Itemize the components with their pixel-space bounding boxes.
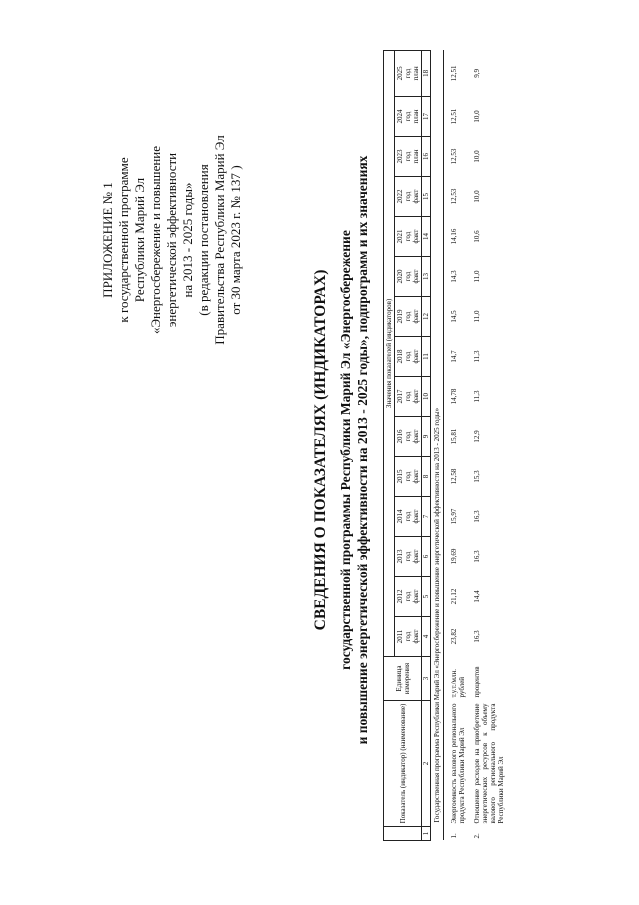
header-year-2025 bbox=[395, 50, 422, 96]
row-value: 21,12 bbox=[450, 588, 458, 605]
header-year-part: год bbox=[404, 191, 412, 202]
appendix-line: Правительства Республики Марий Эл bbox=[212, 135, 227, 345]
header-year-part: год bbox=[404, 271, 412, 282]
row-unit: т.у.т./млн. рублей bbox=[450, 669, 466, 698]
appendix-line: к государственной программе bbox=[116, 157, 131, 323]
appendix-line: энергетической эффективности bbox=[164, 152, 179, 328]
header-year-part: 2013 bbox=[396, 549, 404, 564]
row-value: 10,0 bbox=[473, 150, 481, 163]
row-value: 16,3 bbox=[473, 550, 481, 563]
header-year-part: год bbox=[404, 151, 412, 162]
row-value: 16,3 bbox=[473, 510, 481, 523]
column-number: 6 bbox=[422, 537, 431, 577]
row-value: 12,53 bbox=[450, 148, 458, 165]
row-value: 10,0 bbox=[473, 110, 481, 123]
header-year-part: факт bbox=[412, 389, 420, 404]
header-year-part: 2014 bbox=[396, 509, 404, 524]
column-number: 16 bbox=[422, 137, 431, 177]
section-spacer bbox=[431, 827, 444, 841]
column-number: 4 bbox=[422, 617, 431, 657]
header-year-part: факт bbox=[412, 469, 420, 484]
header-year-2020 bbox=[395, 257, 422, 297]
header-indicator: Показатель (индикатор) (наименование) bbox=[384, 701, 422, 827]
header-year-part: факт bbox=[412, 189, 420, 204]
header-year-2024 bbox=[395, 97, 422, 137]
header-year-part: год bbox=[404, 471, 412, 482]
section-row bbox=[431, 50, 444, 840]
header-year-2019 bbox=[395, 297, 422, 337]
column-number: 17 bbox=[422, 97, 431, 137]
header-year-part: факт bbox=[412, 549, 420, 564]
header-year-part: план bbox=[412, 66, 420, 81]
date-year: 2023 г. № bbox=[228, 196, 243, 249]
header-year-2018 bbox=[395, 337, 422, 377]
header-year-part: год bbox=[404, 431, 412, 442]
header-year-part: год bbox=[404, 231, 412, 242]
column-number: 11 bbox=[422, 337, 431, 377]
appendix-line: (в редакции постановления bbox=[196, 164, 211, 316]
header-year-part: факт bbox=[412, 629, 420, 644]
date-close: ) bbox=[228, 165, 243, 170]
row-value: 11,0 bbox=[473, 310, 481, 323]
header-year-part: факт bbox=[412, 229, 420, 244]
row-value: 12,51 bbox=[450, 65, 458, 82]
row-value: 11,0 bbox=[473, 270, 481, 283]
column-number: 3 bbox=[422, 657, 431, 701]
header-year-2021 bbox=[395, 217, 422, 257]
appendix-date-line bbox=[228, 95, 244, 385]
table-row bbox=[444, 50, 468, 840]
row-unit: процентов bbox=[473, 666, 481, 698]
header-year-part: факт bbox=[412, 269, 420, 284]
row-value: 15,3 bbox=[473, 470, 481, 483]
header-year-part: 2019 bbox=[396, 309, 404, 324]
appendix-line: ПРИЛОЖЕНИЕ № 1 bbox=[100, 182, 115, 298]
row-value: 19,69 bbox=[450, 548, 458, 565]
header-year-part: 2023 bbox=[396, 149, 404, 164]
row-value: 10,6 bbox=[473, 230, 481, 243]
column-number: 14 bbox=[422, 217, 431, 257]
row-value: 16,3 bbox=[473, 630, 481, 643]
appendix-line: «Энергосбережение и повышение bbox=[148, 145, 163, 335]
header-year-part: 2017 bbox=[396, 389, 404, 404]
subtitle-line: и повышение энергетической эффективности на 2013 - 2025 годы», подпрограмм и их значениях bbox=[355, 155, 370, 745]
row-value: 9,9 bbox=[473, 69, 481, 78]
column-number: 8 bbox=[422, 457, 431, 497]
header-year-2016 bbox=[395, 417, 422, 457]
header-year-part: факт bbox=[412, 309, 420, 324]
row-value: 14,5 bbox=[450, 310, 458, 323]
column-number: 13 bbox=[422, 257, 431, 297]
column-number: 1 bbox=[422, 827, 431, 841]
row-value: 12,58 bbox=[450, 468, 458, 485]
section-title: Государственная программа Республики Марий Эл «Энергосбережение и повышение энергетической эффективности на 2013 - 2025 годы» bbox=[431, 50, 444, 826]
row-value: 14,78 bbox=[450, 388, 458, 405]
header-year-2017 bbox=[395, 377, 422, 417]
header-year-part: 2020 bbox=[396, 269, 404, 284]
row-value: 12,9 bbox=[473, 430, 481, 443]
header-year-part: план bbox=[412, 109, 420, 124]
row-value: 12,53 bbox=[450, 188, 458, 205]
row-value: 14,16 bbox=[450, 228, 458, 245]
header-year-part: 2024 bbox=[396, 109, 404, 124]
column-number: 2 bbox=[422, 701, 431, 827]
appendix-line: на 2013 - 2025 годы» bbox=[180, 182, 195, 298]
header-unit: Единица измерения bbox=[384, 657, 422, 701]
header-year-part: год bbox=[404, 391, 412, 402]
header-year-part: 2021 bbox=[396, 229, 404, 244]
header-year-part: 2015 bbox=[396, 469, 404, 484]
row-number: 2. bbox=[473, 833, 481, 839]
row-indicator-name: Отношение расходов на приобретение энергетических ресурсов к объему валового регионального продукта Республики Марий Эл bbox=[473, 703, 505, 824]
column-number: 18 bbox=[422, 50, 431, 96]
column-number: 12 bbox=[422, 297, 431, 337]
row-value: 11,3 bbox=[473, 390, 481, 403]
header-year-2011 bbox=[395, 617, 422, 657]
row-number: 1. bbox=[450, 833, 458, 839]
header-year-part: год bbox=[404, 631, 412, 642]
column-number: 15 bbox=[422, 177, 431, 217]
header-year-part: год bbox=[404, 591, 412, 602]
row-value: 15,97 bbox=[450, 508, 458, 525]
subtitle-line: государственной программы Республики Марий Эл «Энергосбережение bbox=[338, 230, 353, 670]
row-indicator-name: Энергоемкость валового регионального продукта Республики Марий Эл bbox=[450, 703, 466, 824]
header-year-part: факт bbox=[412, 589, 420, 604]
header-year-2022 bbox=[395, 177, 422, 217]
header-year-2013 bbox=[395, 537, 422, 577]
row-value: 14,4 bbox=[473, 590, 481, 603]
header-year-part: год bbox=[404, 551, 412, 562]
column-number: 9 bbox=[422, 417, 431, 457]
row-value: 11,3 bbox=[473, 350, 481, 363]
column-number: 7 bbox=[422, 497, 431, 537]
document-title: СВЕДЕНИЯ О ПОКАЗАТЕЛЯХ (ИНДИКАТОРАХ) bbox=[312, 269, 329, 631]
header-year-2012 bbox=[395, 577, 422, 617]
column-number: 10 bbox=[422, 377, 431, 417]
header-year-part: год bbox=[404, 111, 412, 122]
row-value: 12,51 bbox=[450, 108, 458, 125]
header-year-part: факт bbox=[412, 509, 420, 524]
header-year-part: год bbox=[404, 511, 412, 522]
header-year-part: год bbox=[404, 311, 412, 322]
header-year-part: 2025 bbox=[396, 66, 404, 81]
indicators-table bbox=[383, 50, 506, 841]
header-year-2014 bbox=[395, 497, 422, 537]
column-numbers-row bbox=[422, 50, 431, 840]
row-value: 14,3 bbox=[450, 270, 458, 283]
row-value: 10,0 bbox=[473, 190, 481, 203]
row-value: 14,7 bbox=[450, 350, 458, 363]
date-month: марта bbox=[228, 251, 243, 284]
table-row bbox=[467, 50, 506, 840]
header-year-part: факт bbox=[412, 349, 420, 364]
header-values: Значения показателей (индикаторов) bbox=[384, 50, 395, 656]
header-year-part: 2022 bbox=[396, 189, 404, 204]
header-year-part: год bbox=[404, 351, 412, 362]
header-year-part: 2016 bbox=[396, 429, 404, 444]
date-number: 137 bbox=[228, 173, 243, 193]
appendix-header bbox=[100, 95, 244, 385]
header-year-part: план bbox=[412, 149, 420, 164]
document-subtitle bbox=[337, 55, 371, 845]
row-value: 15,81 bbox=[450, 428, 458, 445]
header-year-2023 bbox=[395, 137, 422, 177]
header-number bbox=[384, 827, 422, 841]
header-year-part: 2011 bbox=[396, 629, 404, 644]
row-value: 23,82 bbox=[450, 628, 458, 645]
header-year-part: год bbox=[404, 68, 412, 79]
header-year-part: 2018 bbox=[396, 349, 404, 364]
header-year-part: 2012 bbox=[396, 589, 404, 604]
appendix-line: Республики Марий Эл bbox=[132, 177, 147, 303]
header-year-part: факт bbox=[412, 429, 420, 444]
date-prefix: от 30 bbox=[228, 286, 243, 315]
header-year-2015 bbox=[395, 457, 422, 497]
column-number: 5 bbox=[422, 577, 431, 617]
